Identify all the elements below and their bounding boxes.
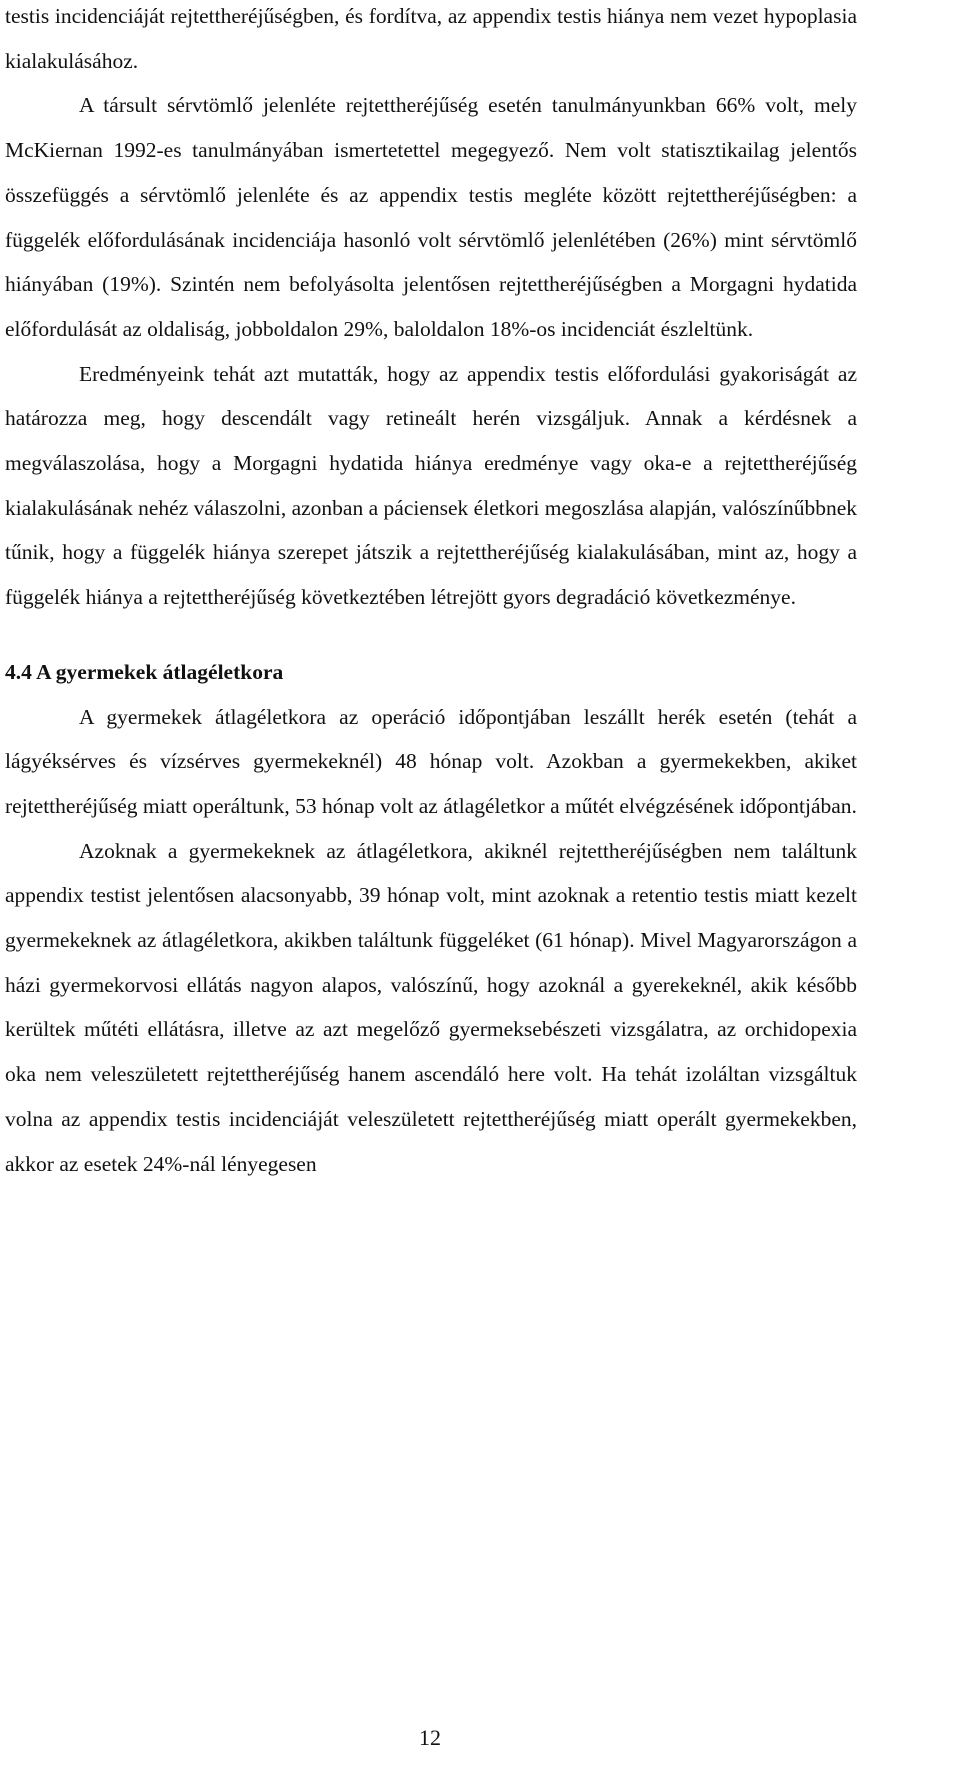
- paragraph-average-age: A gyermekek átlagéletkora az operáció időpontjában leszállt herék esetén (tehát a lágyéksérves és vízsérves gyermekeknél) 48 hónap volt. Azokban a gyermekekben, akiket rejtettheréjűség miatt operáltunk, 53 hónap volt az átlagéletkor a műtét elvégzésének időpontjában.: [5, 704, 857, 818]
- paragraph-results: Eredményeink tehát azt mutatták, hogy az appendix testis előfordulási gyakoriságát az határozza meg, hogy descendált vagy retineált herén vizsgáljuk. Annak a kérdésnek a megválaszolása, hogy a Morgagni hydatida hiánya eredménye vagy oka-e a rejtettheréjűség kialakulásának nehéz válaszolni, azonban a páciensek életkori megoszlása alapján, valószínűbbnek tűnik, hogy a függelék hiánya szerepet játszik a rejtettheréjűség kialakulásában, mint az, hogy a függelék hiánya a rejtettheréjűség következtében létrejött gyors degradáció következménye.: [5, 361, 857, 610]
- document-page: [5, 0, 857, 1186]
- paragraph-continuation: testis incidenciáját rejtettheréjűségben, és fordítva, az appendix testis hiánya nem vezet hypoplasia kialakulásához.: [5, 4, 857, 73]
- paragraph-age-comparison: Azoknak a gyermekeknek az átlagéletkora, akiknél rejtettheréjűségben nem találtunk appendix testist jelentősen alacsonyabb, 39 hónap volt, mint azoknak a retentio testis miatt kezelt gyermekeknek az átlagéletkora, akikben találtunk függeléket (61 hónap). Mivel Magyarországon a házi gyermekorvosi ellátás nagyon alapos, valószínű, hogy azoknál a gyerekeknél, akik később kerültek műtéti ellátásra, illetve az azt megelőző gyermeksebészeti vizsgálatra, az orchidopexia oka nem veleszületett rejtettheréjűség hanem ascendáló here volt. Ha tehát izoláltan vizsgáltuk volna az appendix testis incidenciáját veleszületett rejtettheréjűség miatt operált gyermekekben, akkor az esetek 24%-nál lényegesen: [5, 838, 857, 1176]
- page-number: 12: [419, 1725, 441, 1750]
- section-heading: 4.4 A gyermekek átlagéletkora: [5, 659, 284, 684]
- paragraph-hernia-sac: A társult sérvtömlő jelenléte rejtettheréjűség esetén tanulmányunkban 66% volt, mely McKiernan 1992-es tanulmányában ismertetettel megegyező. Nem volt statisztikailag jelentős összefüggés a sérvtömlő jelenléte és az appendix testis megléte között rejtettheréjűségben: a függelék előfordulásának incidenciája hasonló volt sérvtömlő jelenlétében (26%) mint sérvtömlő hiányában (19%). Szintén nem befolyásolta jelentősen rejtettheréjűségben a Morgagni hydatida előfordulását az oldaliság, jobboldalon 29%, baloldalon 18%-os incidenciát észleltünk.: [5, 93, 857, 341]
